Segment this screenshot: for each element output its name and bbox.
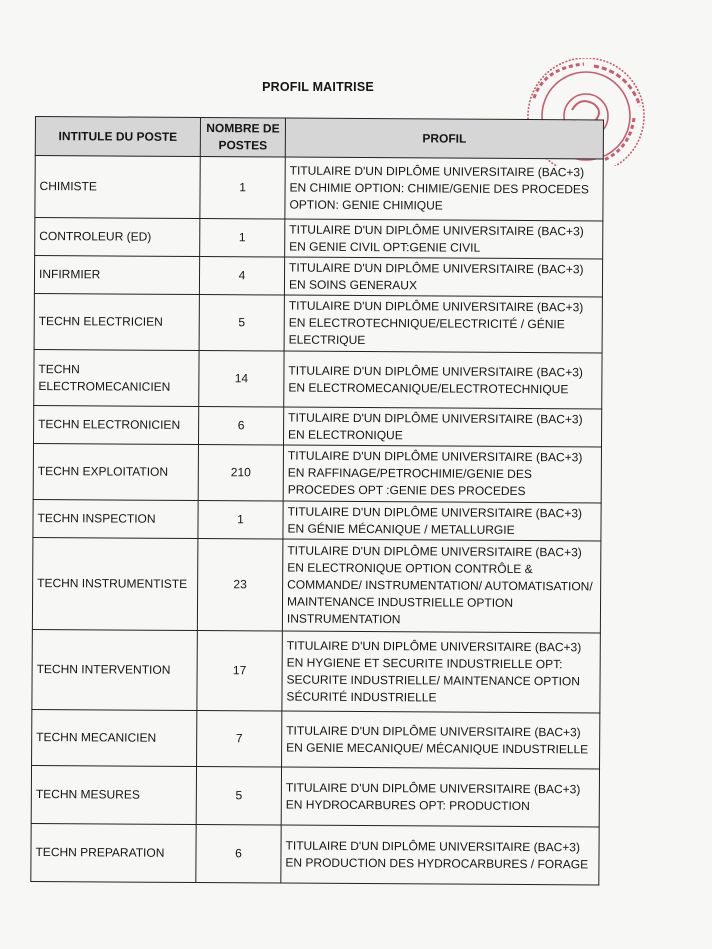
cell-profile: TITULAIRE D'UN DIPLÔME UNIVERSITAIRE (BAC+3) EN ELECTROTECHNIQUE/ELECTRICITÉ / GÉNIE ELECTRIQUE: [284, 295, 602, 353]
cell-title: TECHN ELECTRONICIEN: [33, 405, 198, 444]
cell-profile: TITULAIRE D'UN DIPLÔME UNIVERSITAIRE (BAC+3) EN ELECTROMECANIQUE/ELECTROTECHNIQUE: [284, 351, 602, 409]
cell-title: TECHN MECANICIEN: [32, 709, 197, 766]
cell-profile: TITULAIRE D'UN DIPLÔME UNIVERSITAIRE (BAC+3) EN GENIE CIVIL OPT:GENIE CIVIL: [285, 219, 603, 259]
table-row: [32, 629, 600, 712]
cell-profile: TITULAIRE D'UN DIPLÔME UNIVERSITAIRE (BAC+3) EN GÉNIE MÉCANIQUE / METALLURGIE: [283, 501, 601, 541]
table-row: [33, 499, 601, 540]
cell-count: 5: [196, 766, 281, 825]
positions-table: [30, 116, 604, 885]
cell-title: TECHN ELECTRICIEN: [34, 293, 199, 350]
cell-title: TECHN INSTRUMENTISTE: [32, 537, 198, 630]
cell-profile: TITULAIRE D'UN DIPLÔME UNIVERSITAIRE (BAC+3) EN HYDROCARBURES OPT: PRODUCTION: [281, 767, 599, 827]
cell-count: 1: [198, 501, 283, 540]
cell-count: 23: [197, 539, 283, 632]
cell-profile: TITULAIRE D'UN DIPLÔME UNIVERSITAIRE (BAC+3) EN HYGIENE ET SECURITE INDUSTRIELLE OPT: SECURITE INDUSTRIELLE/ MAINTENANCE OPTION SÉCURITÉ INDUSTRIELLE: [282, 631, 600, 713]
cell-profile: TITULAIRE D'UN DIPLÔME UNIVERSITAIRE (BAC+3) EN PRODUCTION DES HYDROCARBURES / FORAGE: [281, 825, 599, 885]
header-profil: PROFIL: [285, 118, 603, 159]
table-row: [32, 537, 601, 632]
cell-title: TECHN MESURES: [31, 765, 196, 824]
cell-count: 17: [197, 631, 282, 712]
cell-count: 6: [198, 407, 283, 446]
table-row: [34, 256, 602, 297]
table-row: [35, 156, 603, 221]
cell-title: TECHN PREPARATION: [31, 823, 196, 882]
header-nombre: NOMBRE DE POSTES: [200, 118, 285, 158]
cell-profile: TITULAIRE D'UN DIPLÔME UNIVERSITAIRE (BAC+3) EN RAFFINAGE/PETROCHIMIE/GENIE DES PROCEDES OPT :GENIE DES PROCEDES: [283, 445, 601, 503]
cell-count: 5: [199, 295, 284, 352]
cell-profile: TITULAIRE D'UN DIPLÔME UNIVERSITAIRE (BAC+3) EN CHIMIE OPTION: CHIMIE/GENIE DES PROCEDES OPTION: GENIE CHIMIQUE: [285, 157, 603, 221]
cell-count: 14: [199, 351, 284, 408]
table-body: [31, 156, 603, 885]
cell-title: CHIMISTE: [35, 156, 200, 219]
table-row: [31, 765, 599, 826]
cell-title: CONTROLEUR (ED): [35, 218, 200, 257]
cell-count: 210: [198, 445, 283, 502]
cell-count: 1: [200, 157, 285, 220]
cell-count: 4: [199, 257, 284, 296]
cell-title: TECHN INTERVENTION: [32, 629, 197, 710]
table-row: [34, 293, 602, 352]
cell-profile: TITULAIRE D'UN DIPLÔME UNIVERSITAIRE (BAC+3) EN ELECTRONIQUE: [283, 407, 601, 447]
cell-count: 7: [197, 710, 282, 767]
cell-title: INFIRMIER: [34, 256, 199, 295]
cell-title: TECHN ELECTROMECANICIEN: [34, 349, 199, 406]
cell-title: TECHN INSPECTION: [33, 499, 198, 538]
table-row: [35, 218, 603, 259]
cell-title: TECHN EXPLOITATION: [33, 443, 198, 500]
table-row: [33, 405, 601, 446]
table-header: [35, 117, 603, 159]
cell-profile: TITULAIRE D'UN DIPLÔME UNIVERSITAIRE (BAC+3) EN ELECTRONIQUE OPTION CONTRÔLE & COMMANDE/ INSTRUMENTATION/ AUTOMATISATION/ MAINTENANCE INDUSTRIELLE OPTION INSTRUMENTATION: [282, 539, 601, 633]
header-intitule: INTITULE DU POSTE: [35, 117, 200, 157]
table-row: [34, 349, 602, 408]
cell-count: 1: [200, 219, 285, 258]
table-row: [33, 443, 601, 502]
page-title: PROFIL MAITRISE: [262, 80, 374, 94]
cell-count: 6: [196, 824, 281, 883]
cell-profile: TITULAIRE D'UN DIPLÔME UNIVERSITAIRE (BAC+3) EN GENIE MECANIQUE/ MÉCANIQUE INDUSTRIELLE: [282, 711, 600, 769]
table-row: [32, 709, 600, 768]
table-row: [31, 823, 599, 884]
cell-profile: TITULAIRE D'UN DIPLÔME UNIVERSITAIRE (BAC+3) EN SOINS GENERAUX: [284, 257, 602, 297]
